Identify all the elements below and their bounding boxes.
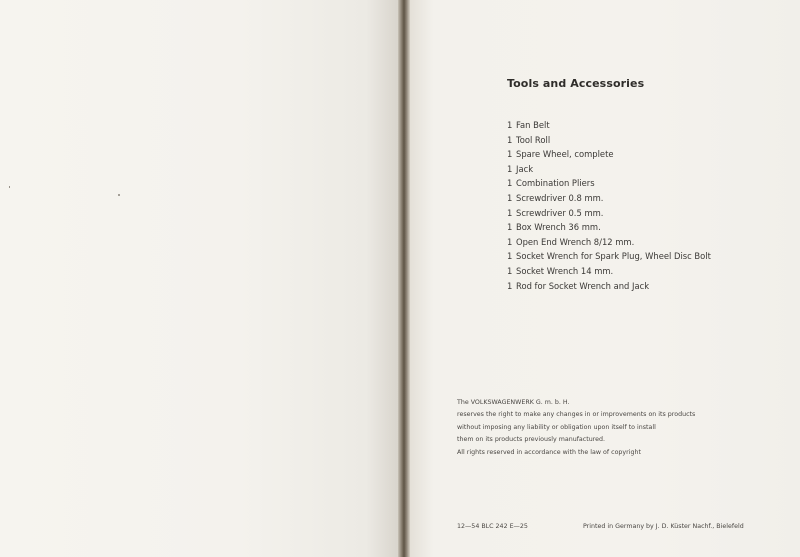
tool-qty: 1 xyxy=(507,207,513,218)
tool-name: Socket Wrench for Spark Plug, Wheel Disc Bolt xyxy=(516,251,711,262)
book-gutter xyxy=(398,0,410,557)
tool-list xyxy=(507,118,711,293)
left-page-blank xyxy=(0,0,398,557)
list-item xyxy=(507,206,711,221)
list-item xyxy=(507,118,711,133)
tool-qty: 1 xyxy=(507,178,513,189)
tool-name: Jack xyxy=(516,163,534,174)
notice-line: reserves the right to make any changes in or improvements on its products xyxy=(457,411,696,419)
notice-line: without imposing any liability or obligation upon itself to install xyxy=(457,423,656,431)
tool-qty: 1 xyxy=(507,222,513,233)
tool-qty: 1 xyxy=(507,163,513,174)
tool-qty: 1 xyxy=(507,280,513,291)
tool-name: Combination Pliers xyxy=(516,178,595,189)
list-item xyxy=(507,220,711,235)
tool-name: Socket Wrench 14 mm. xyxy=(516,265,614,276)
tool-qty: 1 xyxy=(507,149,513,160)
copyright-notice xyxy=(457,397,695,459)
notice-line: them on its products previously manufactured. xyxy=(457,436,606,444)
tool-qty: 1 xyxy=(507,265,513,276)
notice-line: The VOLKSWAGENWERK G. m. b. H. xyxy=(457,399,570,406)
list-item xyxy=(507,176,711,191)
list-item xyxy=(507,249,711,264)
list-item xyxy=(507,191,711,206)
tool-qty: 1 xyxy=(507,134,513,145)
printer-imprint: Printed in Germany by J. D. Küster Nachf., Bielefeld xyxy=(583,523,744,530)
paper-speck xyxy=(118,194,120,196)
list-item xyxy=(507,264,711,279)
tool-name: Rod for Socket Wrench and Jack xyxy=(516,280,650,291)
paper-speck xyxy=(9,186,10,188)
list-item xyxy=(507,147,711,162)
list-item xyxy=(507,162,711,177)
notice-line: All rights reserved in accordance with the law of copyright xyxy=(457,448,641,456)
tool-qty: 1 xyxy=(507,192,513,203)
tool-name: Fan Belt xyxy=(516,120,550,130)
tool-name: Screwdriver 0.8 mm. xyxy=(516,192,604,203)
tool-qty: 1 xyxy=(507,251,513,262)
list-item xyxy=(507,133,711,148)
list-item xyxy=(507,279,711,294)
tool-name: Box Wrench 36 mm. xyxy=(516,222,601,233)
tool-qty: 1 xyxy=(507,120,513,130)
page-title: Tools and Accessories xyxy=(507,77,645,90)
print-code: 12—54 BLC 242 E—25 xyxy=(457,523,528,530)
tool-name: Spare Wheel, complete xyxy=(516,149,614,160)
tool-name: Open End Wrench 8/12 mm. xyxy=(516,236,635,247)
tool-name: Tool Roll xyxy=(516,134,551,145)
tool-qty: 1 xyxy=(507,236,513,247)
tool-name: Screwdriver 0.5 mm. xyxy=(516,207,604,218)
list-item xyxy=(507,235,711,250)
